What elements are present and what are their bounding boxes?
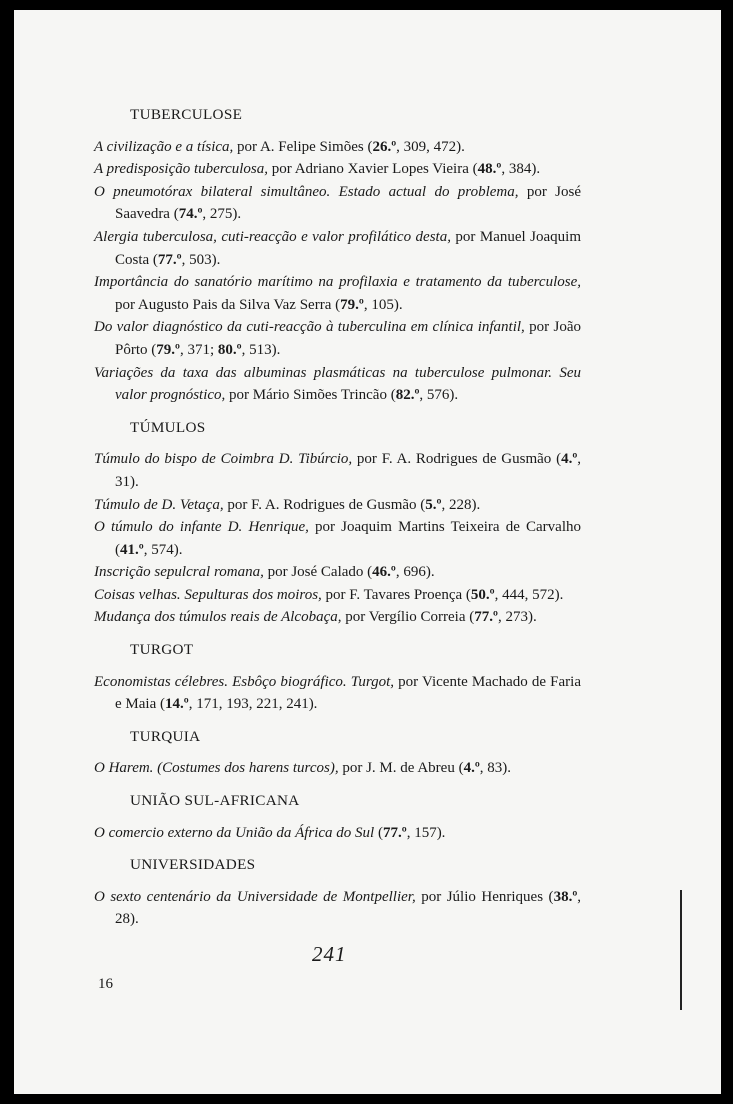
entry-pages: , 574).: [143, 541, 183, 558]
entry-volume: 50.º: [470, 586, 495, 603]
entry-author: por Manuel Joaquim Costa (: [115, 228, 581, 268]
entry-volume: 41.º: [120, 541, 144, 558]
entry-pages: , 444, 572).: [494, 586, 564, 603]
section-title: TUBERCULOSE: [130, 106, 243, 123]
entry-volume: 77.º: [474, 609, 498, 626]
entry-title: Alergia tuberculosa, cuti-reacção e valor profilático desta,: [94, 228, 451, 245]
entry-title: O túmulo do infante D. Henrique,: [94, 519, 309, 536]
entry-author: por Vicente Machado de Faria e Maia (: [115, 673, 581, 713]
entry-title: A civilização e a tísica,: [94, 138, 234, 155]
entry-volume: 77.º: [157, 251, 182, 268]
index-entry: [94, 158, 581, 181]
entry-pages: , 309, 472).: [396, 138, 465, 155]
entry-pages: , 171, 193, 221, 241).: [188, 696, 318, 713]
entry-title: Importância do sanatório marítimo na profilaxia e tratamento da tuberculose,: [94, 274, 581, 291]
entry-author: por Júlio Henriques (: [415, 888, 554, 905]
entry-pages: , 503).: [181, 251, 221, 268]
index-content: [94, 104, 581, 931]
edge-mark: [680, 890, 682, 1010]
entry-author: por Joaquim Martins Teixeira de Carvalho (: [115, 519, 581, 558]
entry-author: por F. A. Rodrigues de Gusmão (: [223, 496, 426, 513]
index-entry: [94, 448, 581, 493]
section-title: UNIVERSIDADES: [130, 856, 256, 874]
entry-volume: 46.º: [372, 564, 396, 581]
entry-pages: , 576).: [419, 387, 459, 404]
entry-pages: , 83).: [479, 760, 512, 777]
entry-volume: 48.º: [477, 161, 502, 178]
entry-title: O pneumotórax bilateral simultâneo. Estado actual do problema,: [94, 183, 519, 200]
entry-pages: , 384).: [501, 161, 541, 178]
index-entry: [94, 316, 581, 361]
index-entry: [94, 181, 581, 226]
entry-author: por José Saavedra (: [115, 183, 581, 223]
entry-title: O sexto centenário da Universidade de Montpellier,: [94, 888, 416, 905]
page-number: 241: [312, 942, 347, 966]
entry-volume: 79.º: [156, 341, 180, 358]
entry-volume: 4.º: [463, 760, 480, 777]
index-entry: [94, 584, 581, 607]
entry-title: O comercio externo da União da África do Sul: [94, 824, 375, 841]
entry-volume: 82.º: [395, 387, 420, 404]
section-title: UNIÃO SUL-AFRICANA: [130, 792, 300, 810]
entry-volume: 4.º: [561, 451, 578, 468]
index-entry: [94, 606, 581, 629]
section-title: TURQUIA: [130, 727, 201, 745]
entry-title: Inscrição sepulcral romana,: [94, 564, 264, 581]
index-entry: [94, 271, 581, 316]
entry-pages: , 28).: [115, 888, 582, 928]
entry-volume: 5.º: [425, 496, 442, 513]
index-entry: [94, 886, 581, 931]
entry-volume: 79.º: [340, 296, 364, 313]
entry-pages: , 273).: [497, 609, 537, 626]
entry-author: por Vergílio Correia (: [341, 609, 475, 626]
entry-author: por F. Tavares Proença (: [321, 586, 471, 603]
entry-volume: 77.º: [382, 824, 407, 841]
entry-volume: 38.º: [553, 888, 578, 905]
entry-pages: , 513).: [241, 341, 281, 358]
index-entry: [94, 822, 581, 845]
entry-pages: , 31).: [115, 451, 582, 490]
entry-pages: , 696).: [395, 564, 435, 581]
entry-title: Túmulo do bispo de Coimbra D. Tibúrcio,: [94, 451, 353, 468]
section-title: TÚMULOS: [130, 418, 206, 436]
index-entry: [94, 226, 581, 271]
entry-volume: 26.º: [372, 138, 397, 155]
entry-volume: 14.º: [164, 696, 189, 713]
index-entry: [94, 362, 581, 407]
section-title: TURGOT: [130, 641, 194, 659]
entry-author: por João Pôrto (: [115, 319, 581, 358]
index-entry: [94, 516, 581, 561]
entry-title: Economistas célebres. Esbôço biográfico. Turgot,: [94, 673, 395, 690]
entry-title: O Harem. (Costumes dos harens turcos),: [94, 760, 339, 777]
index-entry: [94, 494, 581, 517]
entry-author: (: [374, 824, 383, 841]
entry-author: por J. M. de Abreu (: [338, 760, 464, 777]
entry-title: Variações da taxa das albuminas plasmáticas na tuberculose pulmonar. Seu valor prognóstico,: [94, 364, 581, 404]
entry-pages: , 105).: [363, 296, 403, 313]
entry-title: Coisas velhas. Sepulturas dos moiros,: [94, 586, 322, 603]
entry-title: Mudança dos túmulos reais de Alcobaça,: [94, 609, 342, 626]
entry-pages: , 275).: [202, 206, 242, 223]
entry-author: por José Calado (: [263, 564, 373, 581]
entry-author: por F. A. Rodrigues de Gusmão (: [352, 451, 562, 468]
entry-author: por Adriano Xavier Lopes Vieira (: [268, 161, 478, 178]
entry-pages: , 371;: [179, 341, 218, 358]
entry-pages: , 157).: [406, 824, 446, 841]
entry-author: por Augusto Pais da Silva Vaz Serra (: [115, 296, 341, 313]
index-entry: [94, 671, 581, 716]
index-entry: [94, 561, 581, 584]
entry-volume: 80.º: [217, 341, 242, 358]
index-entry: [94, 757, 581, 780]
entry-pages: , 228).: [441, 496, 481, 513]
entry-author: por Mário Simões Trincão (: [225, 387, 396, 404]
entry-title: A predisposição tuberculosa,: [94, 161, 269, 178]
entry-title: Túmulo de D. Vetaça,: [94, 496, 224, 513]
signature-mark: 16: [98, 976, 113, 992]
entry-volume: 74.º: [178, 206, 203, 223]
entry-title: Do valor diagnóstico da cuti-reacção à tuberculina em clínica infantil,: [94, 319, 525, 336]
entry-author: por A. Felipe Simões (: [233, 138, 373, 155]
index-entry: [94, 136, 581, 159]
document-page: [14, 10, 721, 1094]
